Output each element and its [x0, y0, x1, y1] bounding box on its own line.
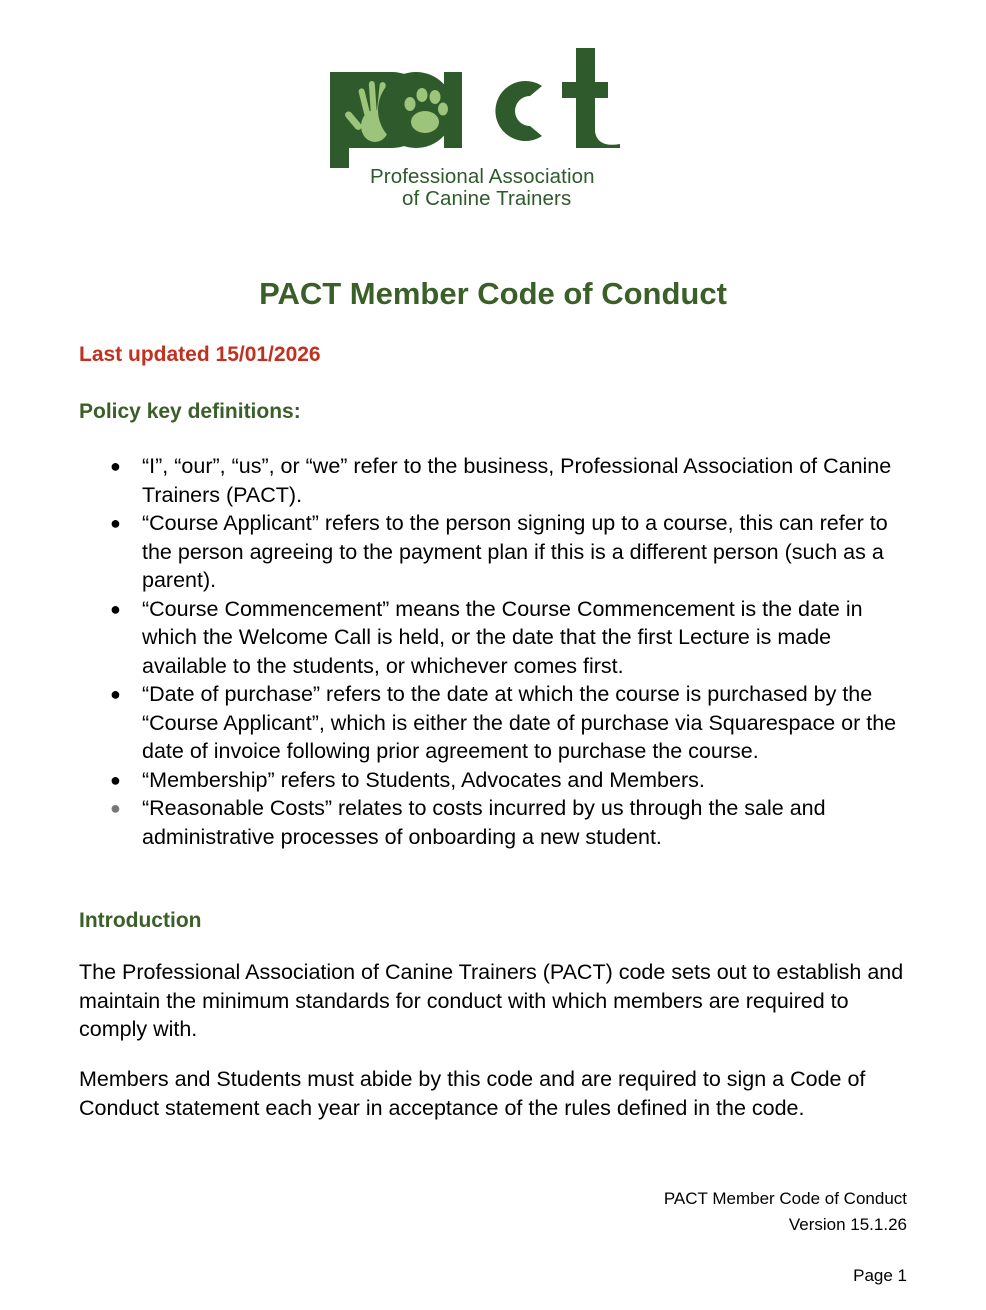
footer-document-title: PACT Member Code of Conduct — [663, 1189, 907, 1208]
logo-caption-line-1: Professional Association — [370, 165, 595, 188]
list-item — [79, 452, 919, 509]
list-item — [79, 509, 919, 595]
introduction-heading: Introduction — [79, 909, 202, 932]
definitions-heading: Policy key definitions: — [79, 400, 301, 423]
page-number: Page 1 — [853, 1266, 907, 1285]
definitions-list — [79, 452, 919, 851]
pact-logo-mark — [330, 48, 660, 168]
definition-text: “Date of purchase” refers to the date at which the course is purchased by the “Course Applicant”, which is either the date of purchase via Squarespace or the date of invoice following prior agreement to purchase the course. — [142, 682, 897, 763]
page-title: PACT Member Code of Conduct — [259, 276, 727, 311]
introduction-paragraph: The Professional Association of Canine Trainers (PACT) code sets out to establish and maintain the minimum standards for conduct with which members are required to comply with. — [79, 960, 904, 1041]
introduction-paragraph: Members and Students must abide by this code and are required to sign a Code of Conduct statement each year in acceptance of the rules defined in the code. — [79, 1067, 866, 1120]
bullet-icon: ● — [110, 769, 121, 790]
list-item — [79, 766, 919, 795]
logo-caption-line-2: of Canine Trainers — [402, 187, 572, 210]
definition-text: “Course Applicant” refers to the person signing up to a course, this can refer to the person agreeing to the payment plan if this is a different person (such as a parent). — [142, 511, 888, 592]
bullet-icon: ● — [110, 456, 121, 476]
last-updated-date: Last updated 15/01/2026 — [79, 343, 321, 366]
bullet-icon: ● — [110, 798, 121, 818]
list-item — [79, 794, 919, 851]
definition-text: “I”, “our”, “us”, or “we” refer to the business, Professional Association of Canine Trainers (PACT). — [142, 454, 892, 507]
footer-version: Version 15.1.26 — [788, 1215, 907, 1234]
definition-text: “Course Commencement” means the Course Commencement is the date in which the Welcome Call is held, or the date that the first Lecture is made available to the students, or whichever comes first. — [142, 596, 863, 678]
bullet-icon: ● — [110, 598, 121, 619]
definition-text: “Membership” refers to Students, Advocates and Members. — [142, 767, 705, 792]
bullet-icon: ● — [110, 684, 121, 704]
definition-text: “Reasonable Costs” relates to costs incurred by us through the sale and administrative processes of onboarding a new student. — [142, 796, 826, 849]
pact-logo — [330, 48, 660, 210]
list-item — [79, 595, 919, 681]
bullet-icon: ● — [110, 513, 121, 533]
list-item — [79, 680, 919, 766]
